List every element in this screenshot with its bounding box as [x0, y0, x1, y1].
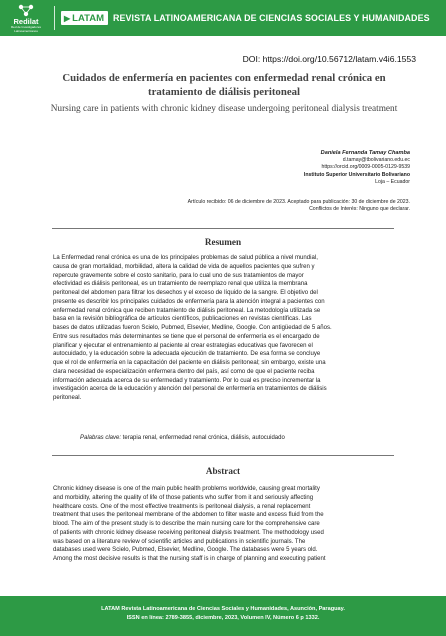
author-location: Loja – Ecuador — [375, 178, 410, 185]
journal-masthead — [54, 6, 430, 30]
keywords — [80, 435, 285, 441]
article-title-es: Cuidados de enfermería en pacientes con enfermedad renal crónica en tratamiento de diálisis peritoneal — [62, 72, 386, 98]
resumen-line: enfermedad renal crónica que reciben tratamiento de diálisis peritoneal. La metodología utilizada se — [53, 307, 321, 314]
conflicts-statement: Conflictos de Interés: Ninguno que declarar. — [309, 206, 410, 213]
resumen-heading: Resumen — [204, 237, 242, 247]
journal-title: REVISTA LATINOAMERICANA DE CIENCIAS SOCIALES Y HUMANIDADES — [113, 13, 430, 23]
footer-line-1: LATAM Revista Latinoamericana de Ciencias Sociales y Humanidades, Asunción, Paraguay. — [101, 606, 345, 612]
resumen-body — [53, 254, 399, 403]
journal-footer — [0, 596, 446, 636]
resumen-line: presente es describir los principales cuidados de enfermería para la atención integral a pacientes con — [53, 298, 325, 305]
abstract-line: was based on a literature review of scientific articles and publications in scientific journals. The — [53, 538, 306, 545]
author-institution: Instituto Superior Universitario Bolivariano — [303, 171, 410, 178]
resumen-line: efectividad es diálisis peritoneal, es un tratamiento de reemplazo renal que utiliza la membrana — [53, 281, 308, 288]
keywords-label: Palabras clave: — [80, 435, 122, 441]
resumen-line: investigación acerca de la educación y atención del personal de enfermería en tratamientos de diálisis — [53, 386, 327, 393]
resumen-line: autocuidado, y la educación sobre la adecuada ejecución de tratamiento. De esa forma se concluye — [53, 351, 321, 358]
resumen-line: causa de gran mortalidad, morbilidad, altera la calidad de vida de aquellos pacientes que sufren y — [53, 263, 315, 270]
resumen-line: clara necesidad de especialización enfermera dentro del país, así como de que el paciente reciba — [53, 368, 315, 375]
abstract-line: treatment that uses the peritoneal membrane of the abdomen to filter waste and excess fluid from the — [53, 512, 324, 519]
abstract-body — [53, 485, 399, 564]
abstract-line: databases used were Scielo, Pubmed, Elsevier, Medline, Google. The databases were 5 years old. — [53, 547, 318, 554]
resumen-line: La Enfermedad renal crónica es una de los principales problemas de salud pública a nivel mundial, — [53, 255, 318, 261]
latam-label: LATAM — [72, 12, 104, 24]
abstract-heading: Abstract — [205, 466, 241, 476]
resumen-line: información adecuada acerca de su enfermedad y tratamiento. Por lo cual es preciso incrementar la — [53, 377, 321, 384]
resumen-line: bases de datos utilizadas fueron Scielo, Pubmed, Elsevier, Medline, Google. Con antigüedad de 5 años. — [53, 325, 332, 331]
doi-link[interactable]: DOI: https://doi.org/10.56712/latam.v4i6.1553 — [242, 54, 416, 64]
author-orcid[interactable]: https://orcid.org/0009-0005-0129-9539 — [321, 164, 410, 171]
divider — [52, 455, 394, 456]
abstract-line: healthcare costs. One of the most effective treatments is peritoneal dialysis, a renal replacement — [53, 503, 311, 510]
abstract-line: and morbidity, altering the quality of life of those patients who suffer from it and seriously affecting — [53, 494, 314, 501]
article-dates — [188, 199, 410, 213]
logo-name: Redilat — [13, 17, 39, 26]
latam-badge — [61, 11, 108, 25]
abstract-line: Among the most decisive results is that the nursing staff is in charge of planning and executing patient — [53, 556, 326, 562]
footer-line-2: ISSN en línea: 2789-3855, diciembre, 2023, Volumen IV, Número 6 p 1332. — [126, 615, 320, 621]
resumen-line: peritoneal. — [53, 395, 82, 401]
author-name: Daniela Fernanda Tamay Chamba — [320, 150, 410, 156]
redilat-logo — [0, 0, 52, 36]
resumen-line: Entre sus resultados más determinantes se tiene que el personal de enfermería es el encargado de — [53, 333, 320, 340]
resumen-line: planificar y ejecutar el entrenamiento al paciente al crear estrategias educativas que favorecen el — [53, 342, 313, 349]
arrow-right-icon: ▶ — [64, 13, 71, 23]
redilat-logo-icon — [17, 3, 35, 17]
resumen-line: que el rol de enfermería en la capacitación del paciente en diálisis peritoneal; sin embargo, existe una — [53, 360, 326, 366]
abstract-line: blood. The aim of the present study is to describe the main nursing care for the comprehensive care — [53, 521, 320, 527]
resumen-line: repercute gravemente sobre el costo sanitario, para lo cual uno de sus tratamientos de mayor — [53, 272, 304, 279]
received-date: Artículo recibido: 06 de diciembre de 2023. Aceptado para publicación: 30 de diciembre de 2023. — [187, 199, 410, 205]
abstract-line: of patients with chronic kidney disease receiving peritoneal dialysis treatment. The methodology used — [53, 529, 324, 536]
divider — [52, 228, 394, 229]
author-block — [304, 150, 410, 186]
resumen-line: basa en la revisión bibliográfica de artículos científicos, publicaciones en revistas científicas. Las — [53, 316, 312, 323]
journal-header — [0, 0, 446, 36]
keywords-list: terapia renal, enfermedad renal crónica, diálisis, autocuidado — [122, 435, 285, 441]
resumen-line: peritoneal del abdomen para filtrar los desechos y el exceso de líquido de la sangre. El objetivo del — [53, 290, 318, 296]
author-email[interactable]: d.tamay@tbolivariano.edu.ec — [342, 157, 410, 164]
logo-subtitle: Red de Investigadores Latinoamericanos — [10, 25, 42, 33]
abstract-line: Chronic kidney disease is one of the main public health problems worldwide, causing great mortality — [53, 486, 320, 492]
article-title-en: Nursing care in patients with chronic kidney disease undergoing peritoneal dialysis treatment — [50, 104, 398, 114]
